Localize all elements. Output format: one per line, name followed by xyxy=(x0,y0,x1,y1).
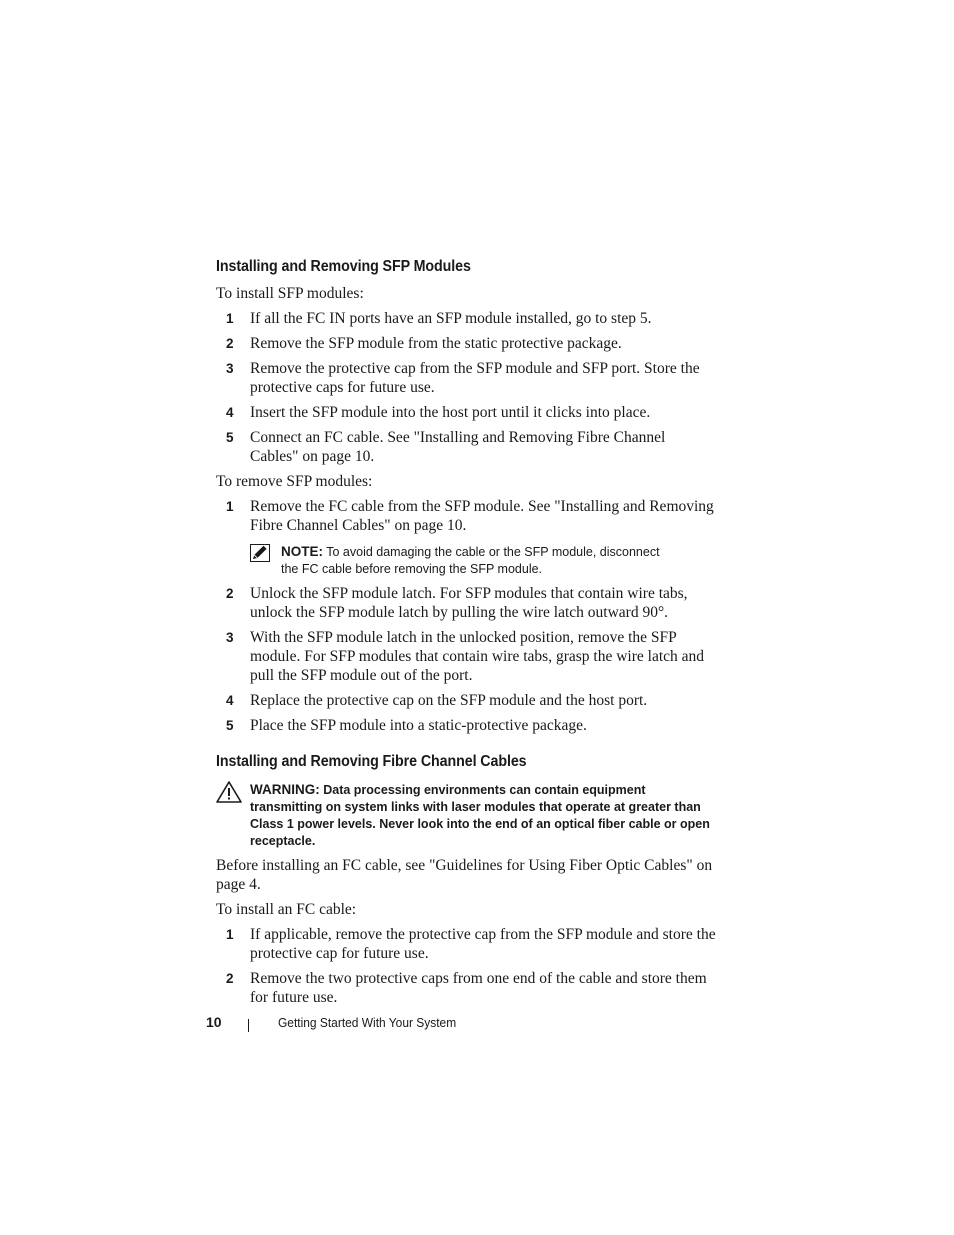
warning-text: Data processing environments can contain equipment transmitting on system links with laser modules that operate at greater than Class 1 power levels. Never look into the end of an optical fiber cable or open receptacle. xyxy=(250,783,710,848)
step-text: With the SFP module latch in the unlocked position, remove the SFP module. For SFP modules that contain wire tabs, grasp the wire latch and pull the SFP module out of the port. xyxy=(250,629,705,684)
step-number: 3 xyxy=(226,361,234,376)
step-number: 3 xyxy=(226,630,234,645)
step-number: 2 xyxy=(226,971,234,986)
step-number: 1 xyxy=(226,927,234,942)
step-text: Remove the SFP module from the static protective package. xyxy=(250,335,622,352)
step-number: 4 xyxy=(226,405,234,420)
section-heading-sfp-modules: Installing and Removing SFP Modules xyxy=(216,258,471,275)
install-sfp-steps xyxy=(216,309,716,466)
step-number: 5 xyxy=(226,430,234,445)
step-number: 1 xyxy=(226,311,234,326)
install-sfp-intro: To install SFP modules: xyxy=(216,285,364,302)
step-number: 2 xyxy=(226,586,234,601)
warning-callout xyxy=(216,781,716,850)
list-item xyxy=(216,584,716,622)
note-text: To avoid damaging the cable or the SFP module, disconnect the FC cable before removing the SFP module. xyxy=(281,545,660,576)
list-item xyxy=(216,428,716,466)
step-number: 2 xyxy=(226,336,234,351)
footer-title: Getting Started With Your System xyxy=(278,1015,457,1030)
note-label: NOTE: xyxy=(281,544,323,559)
note-body xyxy=(281,543,666,578)
list-item xyxy=(216,403,716,422)
step-text: Replace the protective cap on the SFP module and the host port. xyxy=(250,692,648,709)
install-fc-intro: To install an FC cable: xyxy=(216,901,357,918)
step-text: Remove the FC cable from the SFP module. See "Installing and Removing Fibre Channel Cables" on page 10. xyxy=(250,498,714,534)
list-item xyxy=(216,359,716,397)
list-item xyxy=(216,969,716,1007)
footer-divider xyxy=(248,1019,249,1032)
list-item xyxy=(216,925,716,963)
note-callout xyxy=(250,543,716,578)
list-item xyxy=(216,691,716,710)
page-footer xyxy=(206,1014,626,1034)
warning-triangle-icon xyxy=(216,781,250,808)
warning-label: WARNING: xyxy=(250,782,320,797)
note-pencil-icon xyxy=(250,543,281,567)
step-text: Remove the two protective caps from one end of the cable and store them for future use. xyxy=(250,970,707,1006)
section-heading-fc-cables: Installing and Removing Fibre Channel Cables xyxy=(216,753,527,770)
list-item xyxy=(216,309,716,328)
page-number: 10 xyxy=(206,1014,222,1030)
install-fc-steps xyxy=(216,925,716,1007)
remove-sfp-intro: To remove SFP modules: xyxy=(216,473,373,490)
step-text: Connect an FC cable. See "Installing and Removing Fibre Channel Cables" on page 10. xyxy=(250,429,666,465)
step-number: 4 xyxy=(226,693,234,708)
remove-sfp-steps xyxy=(216,497,716,735)
step-text: Insert the SFP module into the host port until it clicks into place. xyxy=(250,404,651,421)
list-item xyxy=(216,716,716,735)
step-text: Place the SFP module into a static-protective package. xyxy=(250,717,587,734)
before-install-text: Before installing an FC cable, see "Guidelines for Using Fiber Optic Cables" on page 4. xyxy=(216,857,713,893)
step-number: 5 xyxy=(226,718,234,733)
list-item xyxy=(216,497,716,535)
list-item xyxy=(216,628,716,685)
step-number: 1 xyxy=(226,499,234,514)
step-text: Remove the protective cap from the SFP module and SFP port. Store the protective caps for future use. xyxy=(250,360,700,396)
warning-body xyxy=(250,781,710,850)
step-text: Unlock the SFP module latch. For SFP modules that contain wire tabs, unlock the SFP module latch by pulling the wire latch outward 90°. xyxy=(250,585,688,621)
page-content xyxy=(216,258,716,1007)
list-item xyxy=(216,334,716,353)
step-text: If all the FC IN ports have an SFP module installed, go to step 5. xyxy=(250,310,652,327)
step-text: If applicable, remove the protective cap from the SFP module and store the protective cap for future use. xyxy=(250,926,716,962)
